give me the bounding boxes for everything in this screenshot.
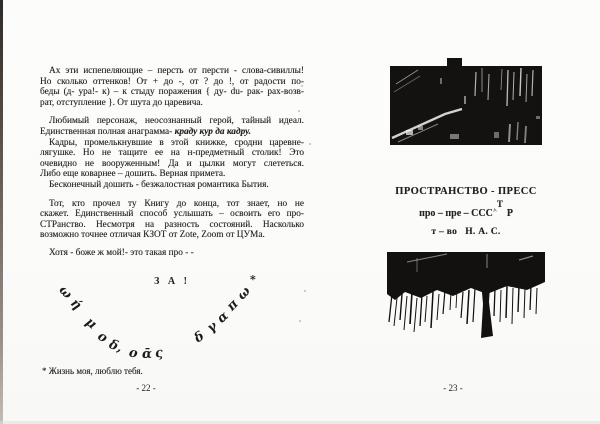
right-page-subtitle: [378, 199, 554, 219]
arc-letter: ω: [55, 282, 75, 303]
arc-letter: μ: [82, 314, 100, 333]
left-page-body-text: [40, 66, 304, 259]
body-line: очевидно не вооруженным! Да и цылки могут слететься.: [40, 158, 304, 169]
arc-letter: α: [214, 308, 232, 327]
arc-letter: ο: [127, 345, 139, 362]
arc-letter: ω: [234, 283, 254, 304]
scan-speck: [304, 290, 306, 292]
right-page-title: ПРОСТРАНСТВО - ПРЕСС: [395, 186, 537, 197]
body-line-anagram: [40, 127, 304, 138]
subtitle-prefix: про – пре – ССС: [419, 208, 493, 219]
body-line: Кадры, промелькнувшие в этой книжке, сродни царевне-: [49, 137, 304, 148]
branches-photo-bottom: [387, 252, 545, 340]
arc-letter: δ,: [106, 337, 125, 356]
body-line: беды (д- ура!- к) – к стыду поражения { ду- du- рак- рах-возв-: [40, 87, 304, 98]
arc-letter: ς: [153, 345, 165, 362]
arc-letter: δ: [191, 328, 208, 347]
insertion-caret: ^: [491, 206, 498, 216]
subtitle-suffix: Р: [506, 208, 513, 219]
superscript-letter: Т: [496, 199, 503, 209]
page-number-22: - 22 -: [136, 383, 156, 393]
branches-photo-top: [390, 58, 542, 146]
body-line: скажет. Единственный способ услышать – освоить его про-: [40, 209, 304, 220]
arc-letter: ή: [67, 295, 85, 314]
arc-letter: γ: [204, 318, 221, 337]
za-heading: З А !: [154, 276, 190, 287]
arc-asterisk: *: [250, 273, 256, 286]
body-line: Бесконечный дошить - безжалостная романтика Бытия.: [49, 179, 269, 190]
scan-speck: [299, 320, 301, 322]
body-line: возможно точнее отличая КЗОТ от Zote, Zoom от ЦУМа.: [40, 230, 265, 241]
page-number-23: - 23 -: [443, 383, 463, 393]
scan-left-edge: [0, 0, 3, 424]
body-line: лягушке. Но не тащите ее на н-предметный столик! Это: [40, 148, 304, 159]
scan-speck: [309, 143, 311, 145]
body-line: Но сколько оттенков! От + до -, от ? до !, от радости по-: [40, 76, 304, 87]
anagram-lead: Единственная полная анаграмма-: [40, 126, 175, 137]
arc-letter: π: [224, 296, 242, 315]
body-line: Тот, кто прочел ту Книгу до конца, тот знает, но не: [49, 198, 304, 209]
arc-letter: ᾱ: [142, 347, 153, 362]
body-line: рат, отступление }. От шута до царевича.: [40, 97, 203, 108]
superscript-insertion: [491, 199, 507, 216]
body-line: Либо еще коварнее – дошить. Верная примета.: [40, 169, 226, 180]
publisher-line: т – во Н. А. С.: [431, 227, 501, 237]
body-line: Ах эти испепеляющие – персть от персти - слова-сивиллы!: [49, 66, 304, 76]
footnote: * Жизнь моя, люблю тебя.: [42, 366, 143, 376]
body-line: СТРанство. Несмотря на разность состояний. Насколько: [40, 219, 304, 230]
anagram-emphasis: краду кур да кадру.: [174, 126, 251, 137]
arc-letter: ο: [94, 328, 110, 347]
body-line: Хотя - боже ж мой!- это такая про - -: [49, 247, 194, 258]
body-line: Любимый персонаж, неосознанный герой, тайный идеал.: [49, 116, 304, 127]
